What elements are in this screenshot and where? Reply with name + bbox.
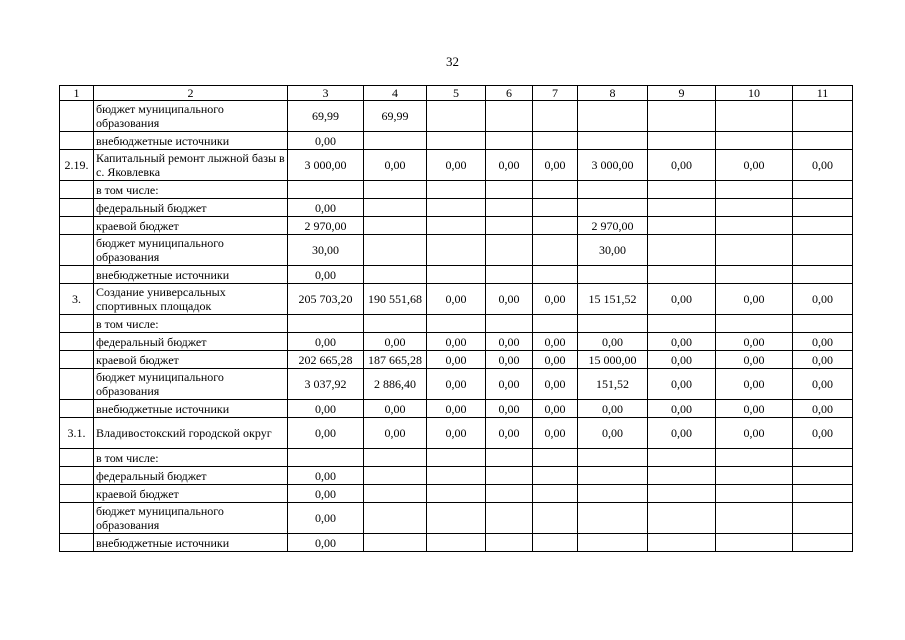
value-cell xyxy=(427,132,486,150)
value-cell: 205 703,20 xyxy=(288,284,364,315)
value-cell: 0,00 xyxy=(648,400,716,418)
value-cell xyxy=(486,199,533,217)
value-cell: 0,00 xyxy=(716,351,793,369)
value-cell: 0,00 xyxy=(486,418,533,449)
value-cell xyxy=(793,467,853,485)
value-cell xyxy=(793,266,853,284)
value-cell xyxy=(716,315,793,333)
value-cell xyxy=(648,101,716,132)
value-cell xyxy=(793,181,853,199)
column-header: 5 xyxy=(427,86,486,101)
value-cell: 0,00 xyxy=(578,400,648,418)
row-name-cell: Капитальный ремонт лыжной базы в с. Яковлевка xyxy=(94,150,288,181)
column-header: 7 xyxy=(533,86,578,101)
column-header: 3 xyxy=(288,86,364,101)
value-cell: 0,00 xyxy=(533,418,578,449)
value-cell xyxy=(427,534,486,552)
value-cell xyxy=(716,132,793,150)
value-cell xyxy=(648,534,716,552)
row-number-cell xyxy=(60,235,94,266)
value-cell xyxy=(578,467,648,485)
row-number-cell xyxy=(60,217,94,235)
value-cell xyxy=(578,485,648,503)
row-number-cell xyxy=(60,369,94,400)
value-cell xyxy=(648,503,716,534)
value-cell xyxy=(578,199,648,217)
table-row xyxy=(60,369,853,400)
value-cell: 187 665,28 xyxy=(364,351,427,369)
value-cell xyxy=(533,101,578,132)
value-cell xyxy=(578,266,648,284)
value-cell xyxy=(533,266,578,284)
value-cell: 0,00 xyxy=(486,400,533,418)
table-row xyxy=(60,266,853,284)
value-cell xyxy=(486,449,533,467)
row-number-cell xyxy=(60,503,94,534)
value-cell: 0,00 xyxy=(288,418,364,449)
column-header: 10 xyxy=(716,86,793,101)
value-cell xyxy=(793,534,853,552)
value-cell: 0,00 xyxy=(427,418,486,449)
value-cell xyxy=(427,315,486,333)
value-cell xyxy=(486,132,533,150)
value-cell: 0,00 xyxy=(648,284,716,315)
row-name-cell: внебюджетные источники xyxy=(94,534,288,552)
value-cell xyxy=(427,199,486,217)
value-cell: 30,00 xyxy=(288,235,364,266)
row-number-cell: 3. xyxy=(60,284,94,315)
value-cell xyxy=(578,101,648,132)
value-cell: 0,00 xyxy=(533,333,578,351)
value-cell: 0,00 xyxy=(486,351,533,369)
value-cell xyxy=(716,534,793,552)
value-cell: 0,00 xyxy=(364,150,427,181)
value-cell: 0,00 xyxy=(648,333,716,351)
value-cell: 0,00 xyxy=(793,418,853,449)
value-cell xyxy=(427,266,486,284)
value-cell: 151,52 xyxy=(578,369,648,400)
value-cell xyxy=(648,315,716,333)
value-cell xyxy=(486,485,533,503)
value-cell: 0,00 xyxy=(533,351,578,369)
row-name-cell: краевой бюджет xyxy=(94,217,288,235)
row-name-cell: в том числе: xyxy=(94,181,288,199)
value-cell xyxy=(486,534,533,552)
row-name-cell: краевой бюджет xyxy=(94,351,288,369)
value-cell xyxy=(427,503,486,534)
value-cell xyxy=(716,181,793,199)
table-row xyxy=(60,351,853,369)
value-cell xyxy=(427,235,486,266)
value-cell: 0,00 xyxy=(716,400,793,418)
value-cell xyxy=(648,449,716,467)
value-cell: 0,00 xyxy=(648,351,716,369)
header-row xyxy=(60,86,853,101)
value-cell: 0,00 xyxy=(648,369,716,400)
table-row xyxy=(60,284,853,315)
row-name-cell: внебюджетные источники xyxy=(94,266,288,284)
row-number-cell xyxy=(60,132,94,150)
value-cell: 30,00 xyxy=(578,235,648,266)
value-cell xyxy=(716,266,793,284)
value-cell: 0,00 xyxy=(716,284,793,315)
value-cell xyxy=(364,132,427,150)
table-row xyxy=(60,199,853,217)
value-cell: 0,00 xyxy=(793,284,853,315)
row-name-cell: внебюджетные источники xyxy=(94,132,288,150)
value-cell xyxy=(716,235,793,266)
value-cell xyxy=(648,132,716,150)
table-row xyxy=(60,217,853,235)
value-cell xyxy=(793,199,853,217)
value-cell: 0,00 xyxy=(648,418,716,449)
value-cell: 0,00 xyxy=(427,284,486,315)
value-cell xyxy=(793,101,853,132)
value-cell xyxy=(533,534,578,552)
value-cell xyxy=(364,467,427,485)
value-cell xyxy=(578,534,648,552)
value-cell: 0,00 xyxy=(427,333,486,351)
column-header: 9 xyxy=(648,86,716,101)
value-cell: 0,00 xyxy=(533,369,578,400)
value-cell xyxy=(716,485,793,503)
value-cell: 0,00 xyxy=(427,351,486,369)
row-name-cell: Владивостокский городской округ xyxy=(94,418,288,449)
value-cell xyxy=(533,217,578,235)
value-cell: 0,00 xyxy=(486,284,533,315)
value-cell: 0,00 xyxy=(793,150,853,181)
value-cell xyxy=(427,467,486,485)
value-cell xyxy=(533,503,578,534)
table-row xyxy=(60,235,853,266)
value-cell xyxy=(486,266,533,284)
value-cell xyxy=(648,181,716,199)
value-cell xyxy=(364,503,427,534)
row-number-cell xyxy=(60,333,94,351)
row-name-cell: в том числе: xyxy=(94,449,288,467)
value-cell: 0,00 xyxy=(486,333,533,351)
row-name-cell: Создание универсальных спортивных площадок xyxy=(94,284,288,315)
row-name-cell: бюджет муниципального образования xyxy=(94,235,288,266)
table-row xyxy=(60,333,853,351)
value-cell xyxy=(364,199,427,217)
table-row xyxy=(60,418,853,449)
column-header: 6 xyxy=(486,86,533,101)
value-cell xyxy=(427,101,486,132)
value-cell xyxy=(716,101,793,132)
value-cell: 0,00 xyxy=(288,266,364,284)
row-name-cell: краевой бюджет xyxy=(94,485,288,503)
table-row xyxy=(60,132,853,150)
table-row xyxy=(60,400,853,418)
value-cell xyxy=(533,467,578,485)
value-cell: 0,00 xyxy=(793,333,853,351)
value-cell: 0,00 xyxy=(288,400,364,418)
value-cell: 2 886,40 xyxy=(364,369,427,400)
row-number-cell xyxy=(60,485,94,503)
row-number-cell xyxy=(60,351,94,369)
page-number: 32 xyxy=(446,54,459,69)
value-cell: 0,00 xyxy=(364,400,427,418)
value-cell: 2 970,00 xyxy=(578,217,648,235)
value-cell: 0,00 xyxy=(288,467,364,485)
value-cell xyxy=(486,101,533,132)
value-cell xyxy=(486,181,533,199)
row-name-cell: бюджет муниципального образования xyxy=(94,101,288,132)
value-cell xyxy=(427,449,486,467)
value-cell xyxy=(486,467,533,485)
table-row xyxy=(60,485,853,503)
value-cell xyxy=(486,217,533,235)
value-cell: 0,00 xyxy=(427,150,486,181)
value-cell: 0,00 xyxy=(288,503,364,534)
value-cell: 0,00 xyxy=(716,333,793,351)
value-cell xyxy=(486,503,533,534)
value-cell: 0,00 xyxy=(486,369,533,400)
value-cell xyxy=(364,315,427,333)
value-cell: 0,00 xyxy=(578,333,648,351)
value-cell xyxy=(648,199,716,217)
value-cell: 3 037,92 xyxy=(288,369,364,400)
table-row xyxy=(60,449,853,467)
value-cell xyxy=(533,181,578,199)
value-cell: 0,00 xyxy=(578,418,648,449)
row-number-cell: 3.1. xyxy=(60,418,94,449)
value-cell: 0,00 xyxy=(288,199,364,217)
value-cell: 15 151,52 xyxy=(578,284,648,315)
value-cell xyxy=(364,449,427,467)
value-cell xyxy=(578,315,648,333)
row-number-cell xyxy=(60,534,94,552)
column-header: 2 xyxy=(94,86,288,101)
value-cell: 0,00 xyxy=(288,534,364,552)
value-cell: 0,00 xyxy=(716,150,793,181)
value-cell xyxy=(427,217,486,235)
value-cell: 69,99 xyxy=(364,101,427,132)
row-name-cell: федеральный бюджет xyxy=(94,467,288,485)
value-cell xyxy=(793,132,853,150)
value-cell xyxy=(648,217,716,235)
value-cell xyxy=(533,199,578,217)
value-cell xyxy=(288,181,364,199)
value-cell xyxy=(578,449,648,467)
value-cell: 190 551,68 xyxy=(364,284,427,315)
row-number-cell xyxy=(60,181,94,199)
value-cell xyxy=(716,199,793,217)
table-row xyxy=(60,534,853,552)
value-cell: 202 665,28 xyxy=(288,351,364,369)
row-number-cell: 2.19. xyxy=(60,150,94,181)
value-cell xyxy=(533,485,578,503)
value-cell: 0,00 xyxy=(648,150,716,181)
value-cell: 0,00 xyxy=(533,150,578,181)
row-number-cell xyxy=(60,266,94,284)
value-cell: 0,00 xyxy=(533,284,578,315)
table-row xyxy=(60,315,853,333)
value-cell: 0,00 xyxy=(288,485,364,503)
value-cell xyxy=(793,485,853,503)
value-cell xyxy=(364,534,427,552)
value-cell: 0,00 xyxy=(716,369,793,400)
value-cell xyxy=(486,235,533,266)
value-cell xyxy=(486,315,533,333)
row-number-cell xyxy=(60,400,94,418)
value-cell xyxy=(716,503,793,534)
value-cell xyxy=(533,315,578,333)
table-body xyxy=(60,86,853,552)
value-cell: 69,99 xyxy=(288,101,364,132)
column-header: 4 xyxy=(364,86,427,101)
value-cell xyxy=(288,449,364,467)
value-cell xyxy=(716,217,793,235)
value-cell: 0,00 xyxy=(288,132,364,150)
row-number-cell xyxy=(60,315,94,333)
value-cell: 3 000,00 xyxy=(578,150,648,181)
value-cell xyxy=(578,132,648,150)
budget-table xyxy=(59,85,853,552)
value-cell xyxy=(648,485,716,503)
row-number-cell xyxy=(60,101,94,132)
value-cell xyxy=(793,217,853,235)
value-cell xyxy=(793,315,853,333)
value-cell: 0,00 xyxy=(427,400,486,418)
value-cell xyxy=(288,315,364,333)
value-cell: 0,00 xyxy=(716,418,793,449)
row-name-cell: федеральный бюджет xyxy=(94,199,288,217)
value-cell xyxy=(427,485,486,503)
table-row xyxy=(60,101,853,132)
row-name-cell: федеральный бюджет xyxy=(94,333,288,351)
value-cell xyxy=(427,181,486,199)
value-cell xyxy=(793,235,853,266)
value-cell xyxy=(793,449,853,467)
value-cell: 3 000,00 xyxy=(288,150,364,181)
value-cell xyxy=(364,181,427,199)
value-cell: 0,00 xyxy=(427,369,486,400)
value-cell: 0,00 xyxy=(364,418,427,449)
value-cell xyxy=(533,449,578,467)
value-cell: 0,00 xyxy=(288,333,364,351)
value-cell: 0,00 xyxy=(533,400,578,418)
value-cell xyxy=(648,266,716,284)
value-cell xyxy=(716,467,793,485)
value-cell xyxy=(364,485,427,503)
value-cell xyxy=(364,266,427,284)
value-cell: 15 000,00 xyxy=(578,351,648,369)
row-number-cell xyxy=(60,199,94,217)
value-cell xyxy=(533,132,578,150)
value-cell xyxy=(716,449,793,467)
column-header: 11 xyxy=(793,86,853,101)
value-cell: 0,00 xyxy=(486,150,533,181)
row-name-cell: внебюджетные источники xyxy=(94,400,288,418)
value-cell xyxy=(648,467,716,485)
table-row xyxy=(60,503,853,534)
column-header: 8 xyxy=(578,86,648,101)
value-cell: 0,00 xyxy=(364,333,427,351)
value-cell: 0,00 xyxy=(793,351,853,369)
row-name-cell: бюджет муниципального образования xyxy=(94,369,288,400)
row-number-cell xyxy=(60,449,94,467)
value-cell xyxy=(648,235,716,266)
value-cell xyxy=(533,235,578,266)
table-row xyxy=(60,467,853,485)
value-cell xyxy=(793,503,853,534)
column-header: 1 xyxy=(60,86,94,101)
value-cell: 2 970,00 xyxy=(288,217,364,235)
row-name-cell: бюджет муниципального образования xyxy=(94,503,288,534)
value-cell: 0,00 xyxy=(793,400,853,418)
value-cell xyxy=(578,503,648,534)
value-cell: 0,00 xyxy=(793,369,853,400)
value-cell xyxy=(578,181,648,199)
table-row xyxy=(60,150,853,181)
table-row xyxy=(60,181,853,199)
row-name-cell: в том числе: xyxy=(94,315,288,333)
value-cell xyxy=(364,235,427,266)
row-number-cell xyxy=(60,467,94,485)
value-cell xyxy=(364,217,427,235)
